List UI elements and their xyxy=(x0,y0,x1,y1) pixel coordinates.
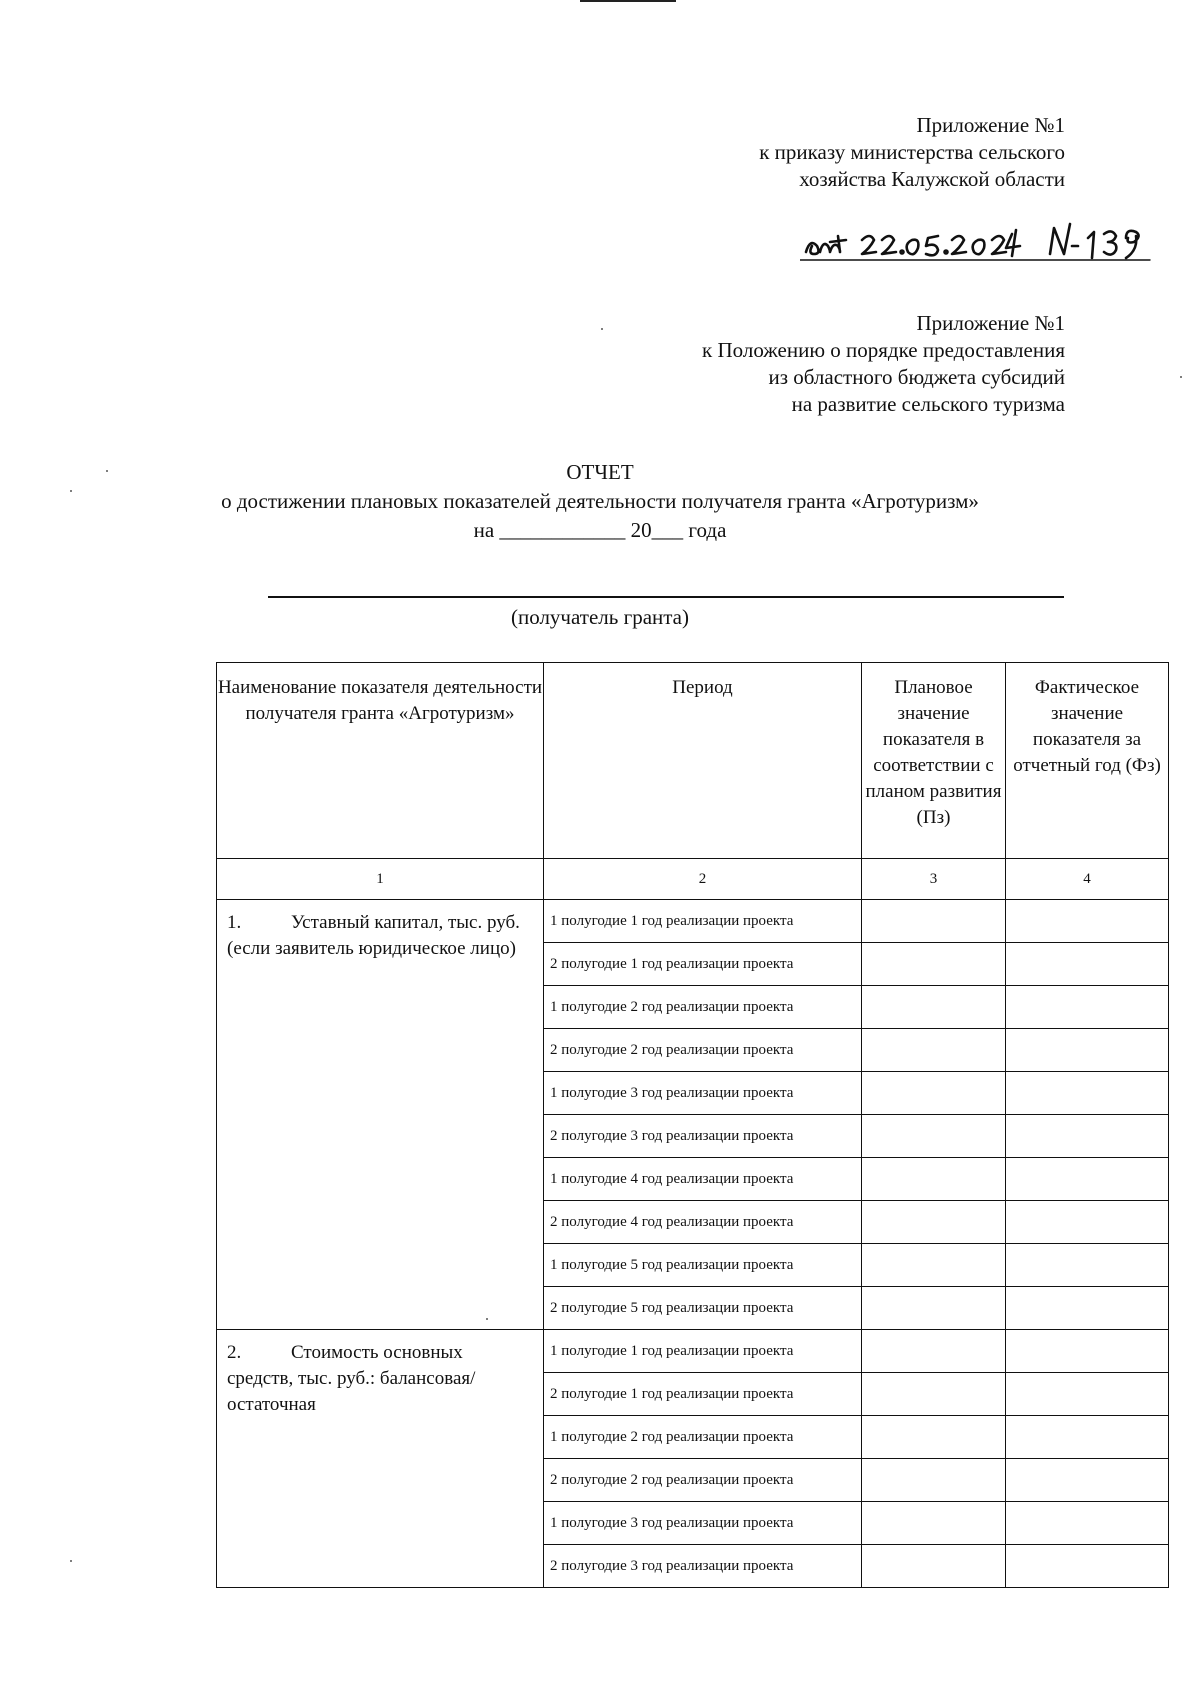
actual-value-cell[interactable] xyxy=(1006,1287,1169,1330)
actual-value-cell[interactable] xyxy=(1006,1502,1169,1545)
indicator-name-cell xyxy=(217,1330,544,1588)
planned-value-cell[interactable] xyxy=(862,943,1006,986)
column-number: 2 xyxy=(544,859,862,900)
indicator-number: 2. xyxy=(227,1342,242,1363)
period-cell: 1 полугодие 2 год реализации проекта xyxy=(544,1416,862,1459)
period-cell: 1 полугодие 3 год реализации проекта xyxy=(544,1502,862,1545)
actual-value-cell[interactable] xyxy=(1006,1330,1169,1373)
actual-value-cell[interactable] xyxy=(1006,943,1169,986)
recipient-label: (получатель гранта) xyxy=(511,605,689,629)
period-cell: 2 полугодие 5 год реализации проекта xyxy=(544,1287,862,1330)
header-actual-value: Фактическое значение показателя за отчетный год (Фз) xyxy=(1006,663,1169,859)
actual-value-cell[interactable] xyxy=(1006,1416,1169,1459)
planned-value-cell[interactable] xyxy=(862,1072,1006,1115)
indicator-number: 1. xyxy=(227,912,242,933)
header-planned-value: Плановое значение показателя в соответствии с планом развития (Пз) xyxy=(862,663,1006,859)
planned-value-cell[interactable] xyxy=(862,1545,1006,1588)
period-cell: 2 полугодие 1 год реализации проекта xyxy=(544,1373,862,1416)
handwritten-date-signature xyxy=(800,216,1160,266)
planned-value-cell[interactable] xyxy=(862,1502,1006,1545)
header-indicator-name: Наименование показателя деятельности получателя гранта «Агротуризм» xyxy=(217,663,544,859)
actual-value-cell[interactable] xyxy=(1006,1201,1169,1244)
annex-line: на развитие сельского туризма xyxy=(791,392,1065,416)
actual-value-cell[interactable] xyxy=(1006,1115,1169,1158)
scan-speck xyxy=(70,490,72,492)
planned-value-cell[interactable] xyxy=(862,1373,1006,1416)
annex-title: Приложение №1 xyxy=(916,311,1065,335)
period-cell: 1 полугодие 4 год реализации проекта xyxy=(544,1158,862,1201)
period-cell: 1 полугодие 1 год реализации проекта xyxy=(544,1330,862,1373)
actual-value-cell[interactable] xyxy=(1006,1459,1169,1502)
actual-value-cell[interactable] xyxy=(1006,1373,1169,1416)
planned-value-cell[interactable] xyxy=(862,1330,1006,1373)
planned-value-cell[interactable] xyxy=(862,1115,1006,1158)
actual-value-cell[interactable] xyxy=(1006,986,1169,1029)
planned-value-cell[interactable] xyxy=(862,986,1006,1029)
annex-line: к приказу министерства сельского xyxy=(759,140,1065,164)
planned-value-cell[interactable] xyxy=(862,1459,1006,1502)
scan-speck xyxy=(486,1318,488,1320)
report-heading: ОТЧЕТ xyxy=(566,460,634,484)
table-row xyxy=(217,900,1169,943)
planned-value-cell[interactable] xyxy=(862,1201,1006,1244)
indicator-name-cell xyxy=(217,900,544,1330)
indicator-name: Стоимость основных средств, тыс. руб.: балансовая/остаточная xyxy=(227,1342,476,1415)
column-number: 3 xyxy=(862,859,1006,900)
regulation-annex-block xyxy=(702,310,1065,418)
annex-line: хозяйства Калужской области xyxy=(799,167,1065,191)
scan-speck xyxy=(106,470,108,472)
actual-value-cell[interactable] xyxy=(1006,900,1169,943)
planned-value-cell[interactable] xyxy=(862,1029,1006,1072)
period-cell: 1 полугодие 5 год реализации проекта xyxy=(544,1244,862,1287)
annex-line: к Положению о порядке предоставления xyxy=(702,338,1065,362)
actual-value-cell[interactable] xyxy=(1006,1158,1169,1201)
column-number: 4 xyxy=(1006,859,1169,900)
table-row xyxy=(217,1330,1169,1373)
indicator-name: Уставный капитал, тыс. руб. (если заявитель юридическое лицо) xyxy=(227,912,520,959)
period-cell: 2 полугодие 3 год реализации проекта xyxy=(544,1545,862,1588)
period-cell: 1 полугодие 3 год реализации проекта xyxy=(544,1072,862,1115)
planned-value-cell[interactable] xyxy=(862,1244,1006,1287)
table-header-row xyxy=(217,663,1169,859)
planned-value-cell[interactable] xyxy=(862,1287,1006,1330)
period-cell: 2 полугодие 4 год реализации проекта xyxy=(544,1201,862,1244)
scan-speck xyxy=(601,328,603,330)
planned-value-cell[interactable] xyxy=(862,900,1006,943)
annex-line: из областного бюджета субсидий xyxy=(768,365,1065,389)
actual-value-cell[interactable] xyxy=(1006,1545,1169,1588)
period-cell: 2 полугодие 2 год реализации проекта xyxy=(544,1029,862,1072)
order-annex-block xyxy=(759,112,1065,193)
top-divider xyxy=(580,0,676,2)
report-title-block xyxy=(0,458,1200,545)
table-body xyxy=(217,859,1169,1588)
column-number-row xyxy=(217,859,1169,900)
period-cell: 1 полугодие 1 год реализации проекта xyxy=(544,900,862,943)
header-period: Период xyxy=(544,663,862,859)
planned-value-cell[interactable] xyxy=(862,1416,1006,1459)
report-date-line: на ____________ 20___ года xyxy=(473,518,727,542)
actual-value-cell[interactable] xyxy=(1006,1029,1169,1072)
period-cell: 1 полугодие 2 год реализации проекта xyxy=(544,986,862,1029)
period-cell: 2 полугодие 1 год реализации проекта xyxy=(544,943,862,986)
report-subtitle: о достижении плановых показателей деятельности получателя гранта «Агротуризм» xyxy=(221,489,979,513)
scan-speck xyxy=(70,1560,72,1562)
actual-value-cell[interactable] xyxy=(1006,1072,1169,1115)
indicators-table xyxy=(216,662,1169,1588)
annex-title: Приложение №1 xyxy=(916,113,1065,137)
column-number: 1 xyxy=(217,859,544,900)
planned-value-cell[interactable] xyxy=(862,1158,1006,1201)
period-cell: 2 полугодие 3 год реализации проекта xyxy=(544,1115,862,1158)
actual-value-cell[interactable] xyxy=(1006,1244,1169,1287)
scan-speck xyxy=(1180,376,1182,378)
period-cell: 2 полугодие 2 год реализации проекта xyxy=(544,1459,862,1502)
recipient-fill-line xyxy=(268,596,1064,598)
